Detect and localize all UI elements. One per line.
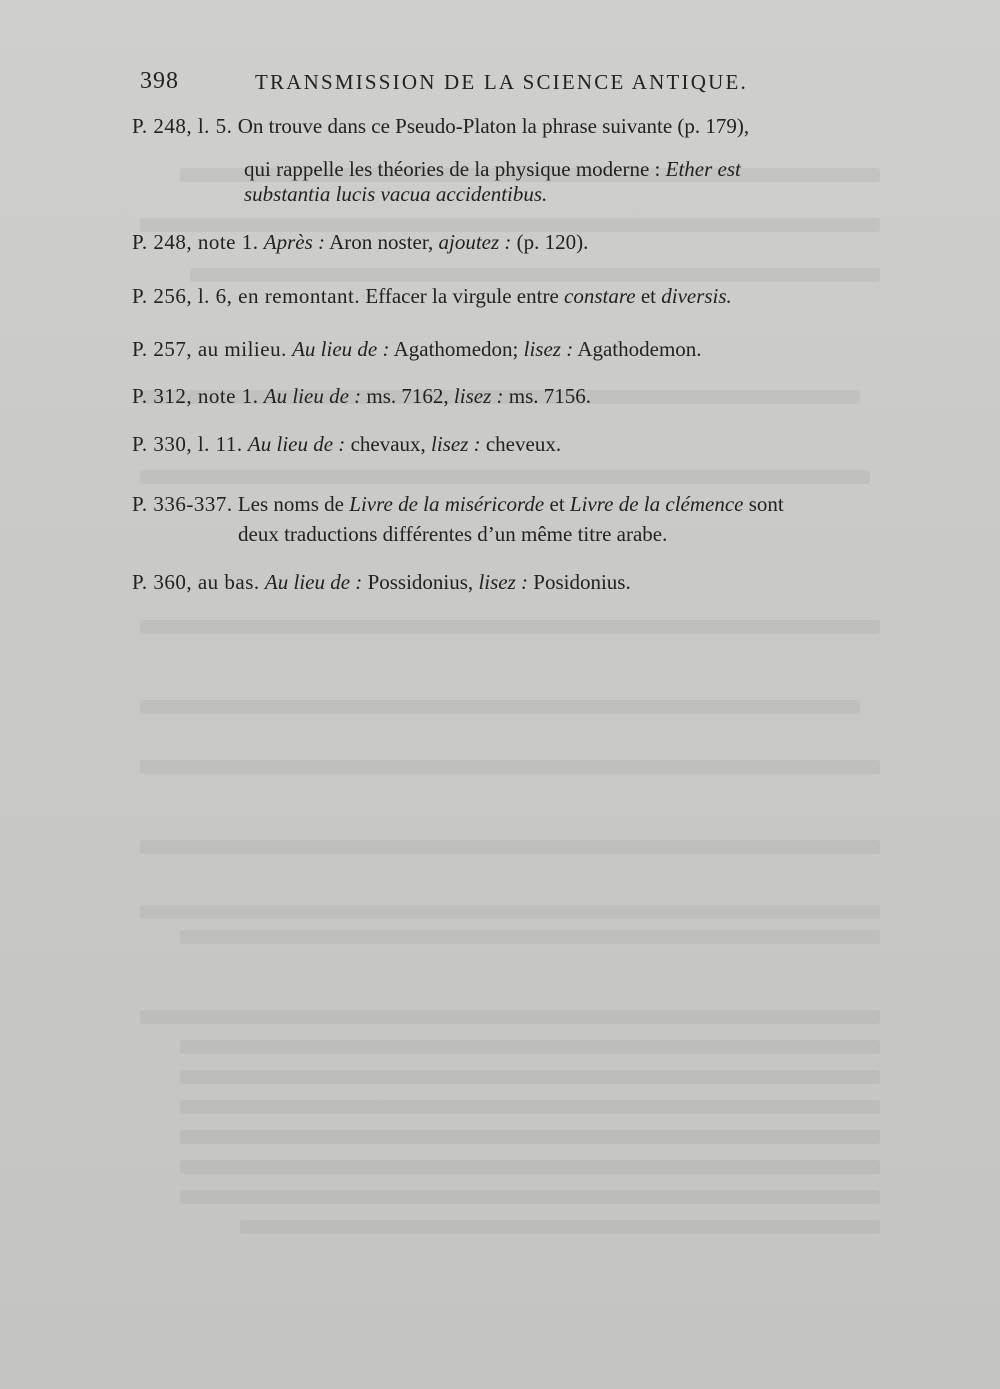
- page-reference: P. 330, l. 11.: [132, 432, 243, 456]
- erratum-text: ms. 7156.: [508, 384, 592, 408]
- erratum-text: chevaux,: [350, 432, 426, 456]
- erratum-text: Posidonius.: [533, 570, 631, 594]
- show-through-line: [140, 700, 860, 714]
- erratum-text: Effacer la virgule entre: [365, 284, 559, 308]
- instruction-italic: Après :: [263, 230, 326, 254]
- erratum-text: Aron noster,: [329, 230, 434, 254]
- instruction-italic: ajoutez :: [438, 230, 512, 254]
- erratum-text: On trouve dans ce Pseudo-Platon la phrase suivante (p. 179),: [237, 114, 750, 138]
- show-through-line: [180, 1130, 880, 1144]
- instruction-italic: Au lieu de :: [264, 570, 363, 594]
- show-through-line: [180, 1040, 880, 1054]
- show-through-line: [180, 930, 880, 944]
- erratum-text: ms. 7162,: [366, 384, 449, 408]
- show-through-line: [140, 840, 880, 854]
- erratum-continuation: [238, 520, 667, 549]
- latin-quote: substantia lucis vacua accidentibus.: [244, 182, 548, 206]
- erratum-entry: [132, 430, 892, 459]
- running-header: [140, 68, 860, 102]
- erratum-entry: [132, 490, 892, 519]
- show-through-line: [180, 1190, 880, 1204]
- erratum-entry: [132, 382, 892, 411]
- erratum-entry: [132, 335, 892, 364]
- erratum-text: Agathodemon.: [577, 337, 702, 361]
- erratum-text: et: [640, 284, 656, 308]
- show-through-line: [140, 1010, 880, 1024]
- erratum-entry: [132, 112, 892, 141]
- instruction-italic: lisez :: [431, 432, 481, 456]
- show-through-line: [180, 1100, 880, 1114]
- instruction-italic: Au lieu de :: [247, 432, 346, 456]
- show-through-line: [180, 1160, 880, 1174]
- erratum-text: deux traductions différentes d’un même titre arabe.: [238, 522, 668, 546]
- latin-word: diversis.: [661, 284, 732, 308]
- erratum-text: qui rappelle les théories de la physique moderne :: [244, 157, 666, 181]
- page-reference: P. 312, note 1.: [132, 384, 259, 408]
- erratum-entry: [132, 568, 892, 597]
- erratum-text: et: [549, 492, 565, 516]
- show-through-line: [180, 1070, 880, 1084]
- page-reference: P. 248, note 1.: [132, 230, 259, 254]
- erratum-text: Agathomedon;: [393, 337, 519, 361]
- page-number: 398: [140, 68, 179, 94]
- instruction-italic: lisez :: [453, 384, 504, 408]
- instruction-italic: lisez :: [523, 337, 574, 361]
- show-through-line: [140, 905, 880, 919]
- erratum-entry: [132, 282, 892, 311]
- erratum-text: cheveux.: [485, 432, 562, 456]
- erratum-text: Les noms de: [237, 492, 345, 516]
- erratum-continuation: [244, 180, 547, 209]
- show-through-line: [190, 268, 880, 282]
- page-reference: P. 248, l. 5.: [132, 114, 233, 138]
- latin-quote: Ether est: [665, 157, 741, 181]
- erratum-text: (p. 120).: [516, 230, 589, 254]
- running-title: TRANSMISSION DE LA SCIENCE ANTIQUE.: [255, 70, 748, 94]
- erratum-entry: [132, 228, 892, 257]
- page-reference: P. 360, au bas.: [132, 570, 260, 594]
- erratum-text: sont: [748, 492, 784, 516]
- page-reference: P. 257, au milieu.: [132, 337, 287, 361]
- show-through-line: [140, 760, 880, 774]
- page-reference: P. 256, l. 6, en remontant.: [132, 284, 361, 308]
- book-title: Livre de la clémence: [569, 492, 744, 516]
- instruction-italic: Au lieu de :: [292, 337, 390, 361]
- show-through-line: [240, 1220, 880, 1234]
- erratum-text: Possidonius,: [367, 570, 474, 594]
- page-reference: P. 336-337.: [132, 492, 233, 516]
- instruction-italic: Au lieu de :: [263, 384, 362, 408]
- show-through-line: [140, 620, 880, 634]
- latin-word: constare: [564, 284, 636, 308]
- instruction-italic: lisez :: [478, 570, 529, 594]
- show-through-line: [140, 470, 870, 484]
- book-title: Livre de la miséricorde: [349, 492, 545, 516]
